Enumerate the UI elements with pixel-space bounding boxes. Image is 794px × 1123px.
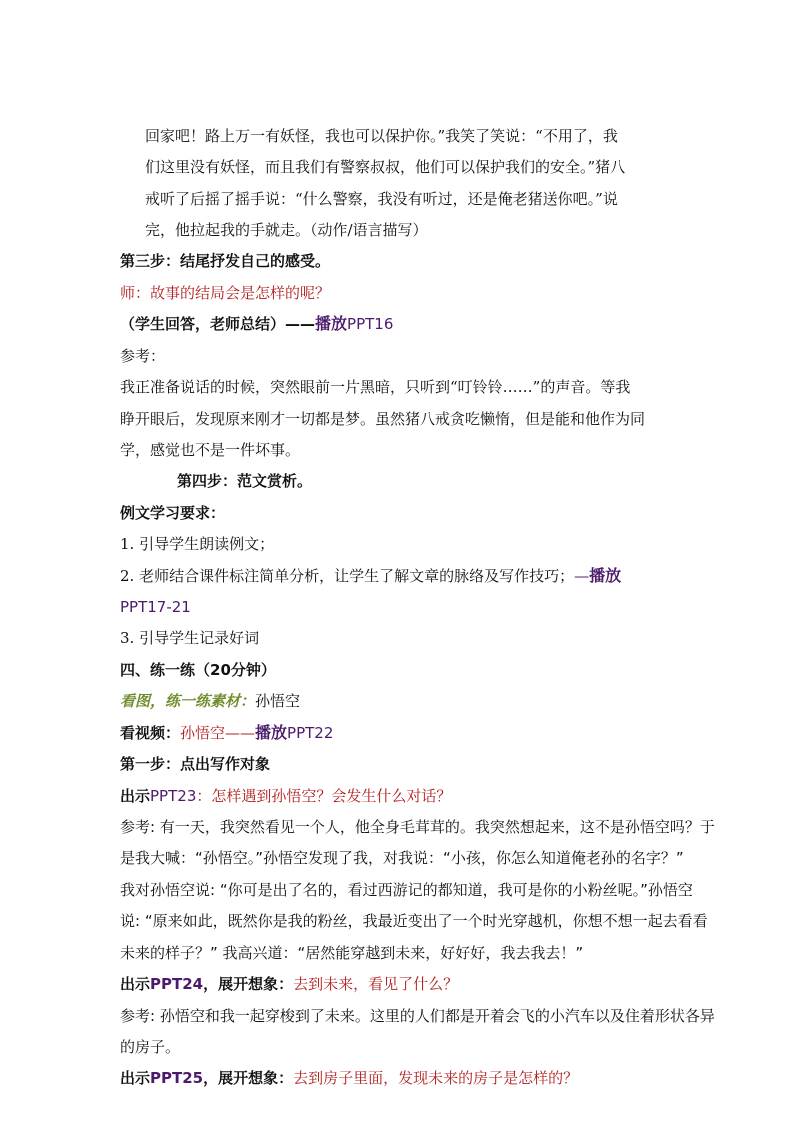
teacher-question-text: 故事的结局会是怎样的呢？ [150, 284, 331, 302]
requirement-item-2-ppt: PPT17-21 [120, 598, 191, 616]
material-line [120, 691, 300, 711]
show25-mid: ，展开想象： [203, 1069, 294, 1087]
reference-label: 参考： [120, 347, 166, 365]
requirement-item-2-play: 播放 [589, 566, 622, 585]
show24-question: 去到未来，看见了什么？ [293, 975, 459, 993]
show23-question: ：怎样遇到孙悟空？会发生什么对话？ [196, 787, 452, 805]
ppt-ref: PPT16 [347, 315, 394, 333]
practice-step1-title: 第一步：点出写作对象 [120, 755, 271, 773]
show24-mid: ，展开想象： [203, 975, 294, 993]
section4-title: 四、练一练（20分钟） [120, 661, 276, 679]
requirement-item-2-text: 2. 老师结合课件标注简单分析，让学生了解文章的脉络及写作技巧； [120, 567, 575, 585]
video-ppt: PPT22 [287, 724, 334, 742]
show-ppt23-line [120, 786, 451, 806]
show-ppt25-line [120, 1068, 578, 1088]
material-label: 看图，练一练素材： [120, 692, 256, 710]
play-label: 播放 [315, 314, 348, 333]
ending-ref-line-2: 睁开眼后，发现原来刚才一切都是梦。虽然猪八戒贪吃懒惰，但是能和他作为同 [120, 410, 646, 428]
show-ppt24-line [120, 974, 458, 994]
ref23-line-2: 是我大喊：“孙悟空。”孙悟空发现了我，对我说：“小孩，你怎么知道俺老孙的名字？” [120, 849, 684, 867]
ref23-line-5: 未来的样子？” 我高兴道：“居然能穿越到未来，好好好，我去我去！” [120, 944, 584, 962]
story-line-4: 完，他拉起我的手就走。（动作/语言描写） [145, 221, 428, 239]
requirement-item-3: 3. 引导学生记录好词 [120, 629, 260, 647]
requirement-item-2-dash: — [574, 567, 590, 585]
ref23-line-3: 我对孙悟空说: “你可是出了名的，看过西游记的都知道，我可是你的小粉丝呢。”孙悟空 [120, 881, 693, 899]
requirement-item-1: 1. 引导学生朗读例文； [120, 535, 275, 553]
video-line [120, 723, 333, 743]
example-requirements-title: 例文学习要求： [120, 504, 226, 522]
story-line-1: 回家吧！路上万一有妖怪，我也可以保护你。”我笑了笑说：“不用了，我 [145, 127, 618, 145]
answer-note-line [120, 314, 393, 334]
show24-ppt: PPT24 [150, 975, 204, 993]
show25-ppt: PPT25 [150, 1069, 204, 1087]
story-line-2: 们这里没有妖怪，而且我们有警察叔叔，他们可以保护我们的安全。”猪八 [145, 158, 626, 176]
story-line-3: 戒听了后摇了摇手说：“什么警察，我没有听过，还是俺老猪送你吧。”说 [145, 190, 618, 208]
ending-ref-line-1: 我正准备说话的时候，突然眼前一片黑暗，只听到“叮铃铃……”的声音。等我 [120, 378, 631, 396]
step4-title: 第四步：范文赏析。 [177, 472, 313, 490]
show24-prefix: 出示 [120, 975, 151, 993]
teacher-question [120, 283, 330, 303]
ref24-line-2: 的房子。 [120, 1038, 181, 1056]
ref23-line-4: 说: “原来如此，既然你是我的粉丝，我最近变出了一个时光穿越机，你想不想一起去看看 [120, 912, 708, 930]
show23-prefix: 出示 [120, 787, 151, 805]
requirement-item-2 [120, 566, 621, 586]
step3-title: 第三步：结尾抒发自己的感受。 [120, 252, 331, 270]
material-value: 孙悟空 [255, 692, 301, 710]
video-play: 播放 [255, 723, 288, 742]
ending-ref-line-3: 学，感觉也不是一件坏事。 [120, 441, 301, 459]
video-value: 孙悟空—— [180, 724, 256, 742]
ref24-line-1: 参考: 孙悟空和我一起穿梭到了未来。这里的人们都是开着会飞的小汽车以及住着形状各异 [120, 1007, 715, 1025]
show23-ppt: PPT23 [150, 787, 197, 805]
show25-question: 去到房子里面，发现未来的房子是怎样的？ [293, 1069, 579, 1087]
show25-prefix: 出示 [120, 1069, 151, 1087]
ref23-line-1: 参考: 有一天，我突然看见一个人，他全身毛茸茸的。我突然想起来，这不是孙悟空吗？于 [120, 818, 715, 836]
teacher-prefix: 师： [120, 284, 151, 302]
answer-note: （学生回答，老师总结）—— [120, 315, 316, 333]
video-label: 看视频： [120, 724, 181, 742]
